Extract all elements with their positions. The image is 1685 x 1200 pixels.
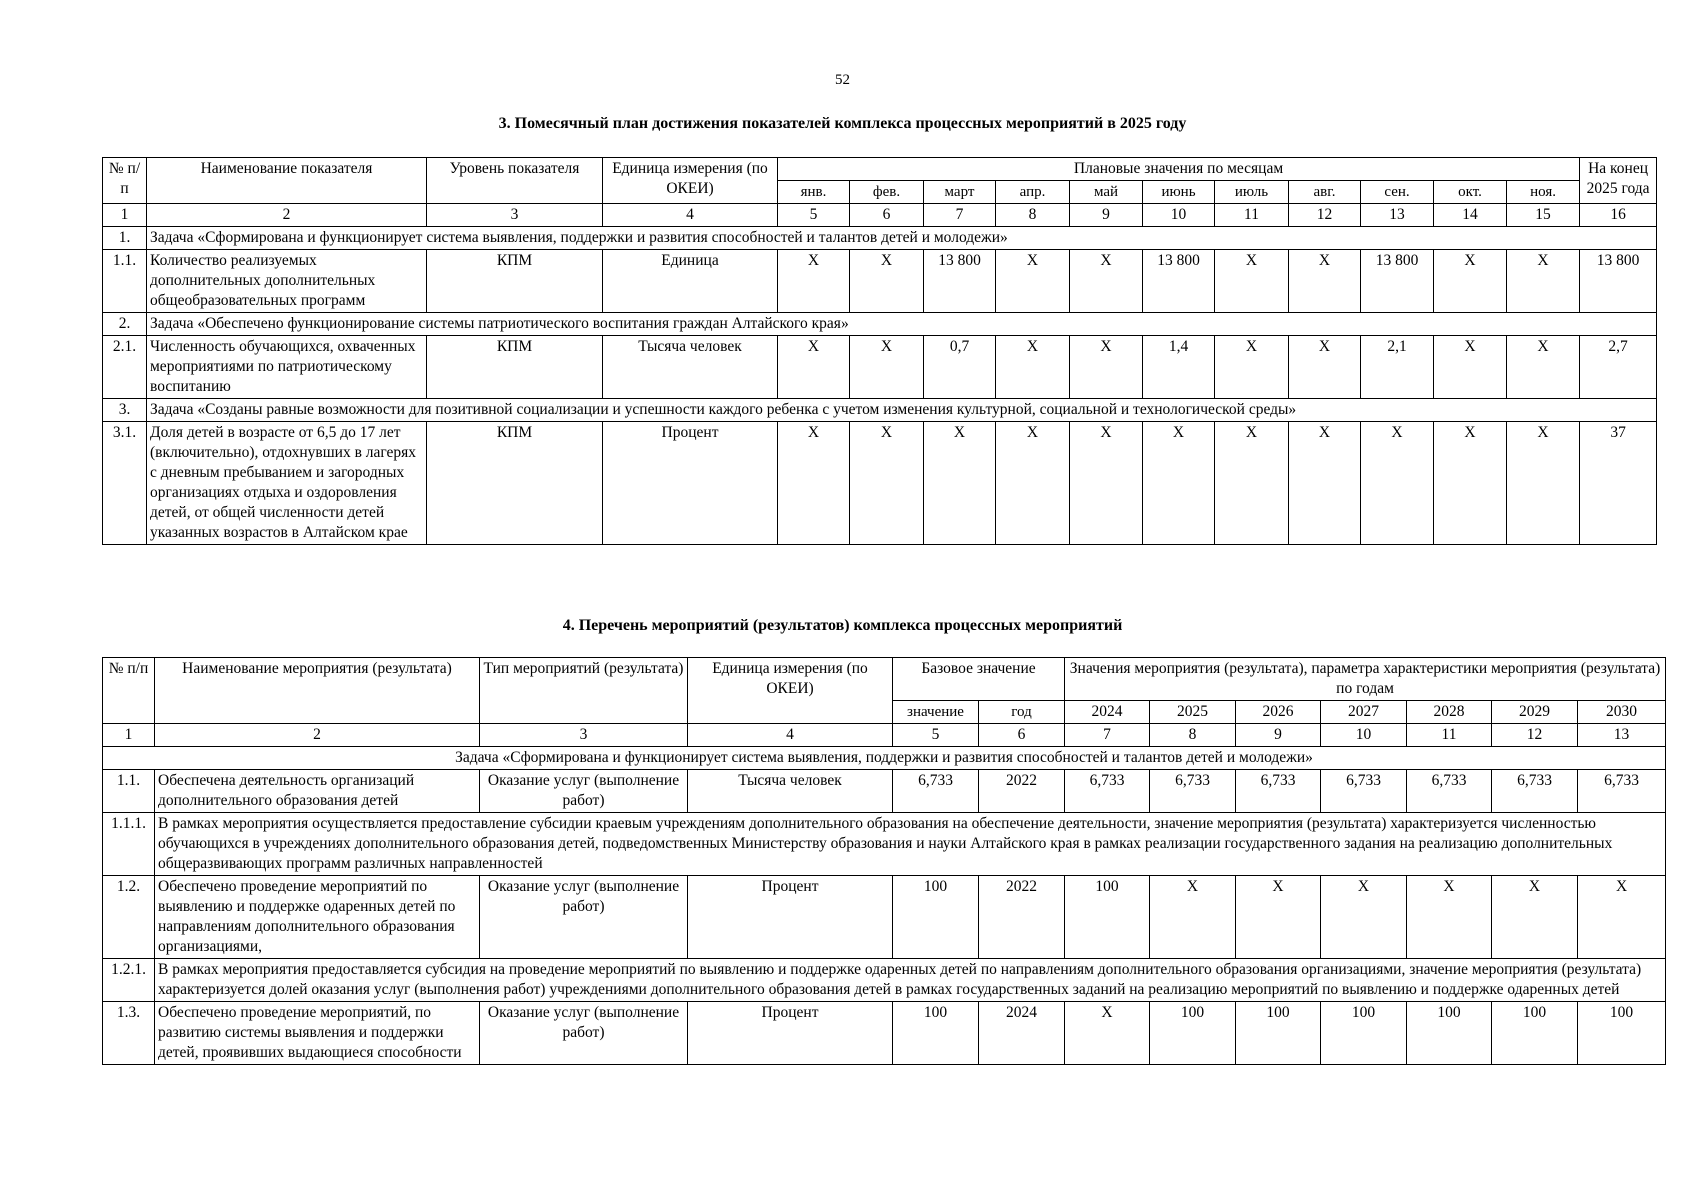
col-number: 5 — [778, 204, 850, 227]
month-header: март — [924, 181, 996, 204]
column-numbers-row — [103, 204, 1657, 227]
task-row — [103, 747, 1666, 770]
monthly-plan-table — [102, 157, 1657, 545]
month-value: Х — [1434, 250, 1507, 313]
month-value: Х — [1143, 422, 1215, 545]
month-header: авг. — [1289, 181, 1361, 204]
col-number: 11 — [1215, 204, 1289, 227]
description-row — [103, 813, 1666, 876]
year-end-value: 13 800 — [1580, 250, 1657, 313]
indicator-unit: Тысяча человек — [603, 336, 778, 399]
year-value: 6,733 — [1236, 770, 1321, 813]
col-number: 7 — [1065, 724, 1150, 747]
year-value: 100 — [1492, 1002, 1578, 1065]
col-number: 2 — [147, 204, 427, 227]
year-value: Х — [1150, 876, 1236, 959]
month-value: Х — [1289, 422, 1361, 545]
header-level: Уровень показателя — [427, 158, 603, 204]
year-value: Х — [1407, 876, 1492, 959]
month-header: июль — [1215, 181, 1289, 204]
task-row — [103, 399, 1657, 422]
year-end-value: 37 — [1580, 422, 1657, 545]
year-end-value: 2,7 — [1580, 336, 1657, 399]
year-value: 6,733 — [1065, 770, 1150, 813]
month-header: окт. — [1434, 181, 1507, 204]
activity-name: Обеспечена деятельность организаций дополнительного образования детей — [155, 770, 480, 813]
task-row — [103, 313, 1657, 336]
col-number: 5 — [893, 724, 979, 747]
indicator-number: 1.1. — [103, 250, 147, 313]
year-value: 6,733 — [1150, 770, 1236, 813]
header-unit: Единица измерения (по ОКЕИ) — [688, 658, 893, 724]
month-value: Х — [996, 336, 1070, 399]
task-number: 2. — [103, 313, 147, 336]
indicator-number: 2.1. — [103, 336, 147, 399]
month-header: янв. — [778, 181, 850, 204]
year-value: Х — [1236, 876, 1321, 959]
base-year: 2022 — [979, 770, 1065, 813]
base-value: 100 — [893, 876, 979, 959]
month-header: апр. — [996, 181, 1070, 204]
header-plan: Плановые значения по месяцам — [778, 158, 1580, 181]
month-value: 13 800 — [1361, 250, 1434, 313]
col-number: 3 — [427, 204, 603, 227]
col-number: 13 — [1361, 204, 1434, 227]
month-value: Х — [850, 336, 924, 399]
task-text: Задача «Сформирована и функционирует система выявления, поддержки и развития способностей и талантов детей и молодежи» — [147, 227, 1657, 250]
col-number: 7 — [924, 204, 996, 227]
col-number: 8 — [996, 204, 1070, 227]
month-header: фев. — [850, 181, 924, 204]
month-value: Х — [1215, 422, 1289, 545]
month-value: Х — [1070, 250, 1143, 313]
page-number: 52 — [835, 72, 850, 88]
month-value: 13 800 — [924, 250, 996, 313]
header-base: Базовое значение — [893, 658, 1065, 701]
base-year: 2024 — [979, 1002, 1065, 1065]
indicator-row — [103, 422, 1657, 545]
base-year: 2022 — [979, 876, 1065, 959]
year-value: 100 — [1578, 1002, 1666, 1065]
section-3-title: 3. Помесячный план достижения показателей комплекса процессных мероприятий в 2025 году — [498, 115, 1187, 132]
month-value: Х — [1215, 250, 1289, 313]
header-type: Тип мероприятий (результата) — [480, 658, 688, 724]
indicator-level: КПМ — [427, 250, 603, 313]
month-value: Х — [924, 422, 996, 545]
year-value: 6,733 — [1407, 770, 1492, 813]
year-value: Х — [1578, 876, 1666, 959]
activity-row — [103, 876, 1666, 959]
col-number: 3 — [480, 724, 688, 747]
col-number: 12 — [1492, 724, 1578, 747]
month-value: Х — [850, 250, 924, 313]
task-row — [103, 227, 1657, 250]
header-base-value: значение — [893, 701, 979, 724]
year-value: Х — [1321, 876, 1407, 959]
base-value: 100 — [893, 1002, 979, 1065]
col-number: 6 — [979, 724, 1065, 747]
year-header: 2029 — [1492, 701, 1578, 724]
activity-unit: Процент — [688, 876, 893, 959]
header-base-year: год — [979, 701, 1065, 724]
col-number: 14 — [1434, 204, 1507, 227]
activity-row — [103, 1002, 1666, 1065]
activity-type: Оказание услуг (выполнение работ) — [480, 876, 688, 959]
task-text: Задача «Сформирована и функционирует система выявления, поддержки и развития способностей и талантов детей и молодежи» — [103, 747, 1666, 770]
month-value: Х — [1434, 422, 1507, 545]
col-number: 13 — [1578, 724, 1666, 747]
month-value: Х — [1507, 422, 1580, 545]
indicator-level: КПМ — [427, 422, 603, 545]
description-text: В рамках мероприятия предоставляется субсидия на проведение мероприятий по выявлению и поддержке одаренных детей по направлениям дополнительного образования организациями, значение мероприятия (результата) характеризуется долей оказания услуг (выполнения работ) учреждениями дополнительного образования детей в рамках государственных заданий на реализацию мероприятий по выявлению и поддержке одаренных детей — [155, 959, 1666, 1002]
indicator-row — [103, 250, 1657, 313]
indicator-number: 3.1. — [103, 422, 147, 545]
col-number: 12 — [1289, 204, 1361, 227]
month-value: Х — [1507, 250, 1580, 313]
col-number: 8 — [1150, 724, 1236, 747]
year-value: 6,733 — [1321, 770, 1407, 813]
month-value: Х — [1361, 422, 1434, 545]
year-value: 100 — [1150, 1002, 1236, 1065]
task-text: Задача «Обеспечено функционирование системы патриотического воспитания граждан Алтайского края» — [147, 313, 1657, 336]
month-value: Х — [778, 250, 850, 313]
indicator-unit: Единица — [603, 250, 778, 313]
column-numbers-row — [103, 724, 1666, 747]
year-value: Х — [1065, 1002, 1150, 1065]
indicator-name: Численность обучающихся, охваченных мероприятиями по патриотическому воспитанию — [147, 336, 427, 399]
month-value: Х — [996, 422, 1070, 545]
col-number: 4 — [603, 204, 778, 227]
col-number: 9 — [1236, 724, 1321, 747]
month-value: Х — [1289, 336, 1361, 399]
month-value: Х — [1434, 336, 1507, 399]
task-number: 1. — [103, 227, 147, 250]
description-row — [103, 959, 1666, 1002]
description-number: 1.2.1. — [103, 959, 155, 1002]
indicator-unit: Процент — [603, 422, 778, 545]
header-num: № п/п — [103, 158, 147, 204]
activity-name: Обеспечено проведение мероприятий, по развитию системы выявления и поддержки детей, проявивших выдающиеся способности — [155, 1002, 480, 1065]
col-number: 1 — [103, 724, 155, 747]
base-value: 6,733 — [893, 770, 979, 813]
col-number: 6 — [850, 204, 924, 227]
header-unit: Единица измерения (по ОКЕИ) — [603, 158, 778, 204]
month-header: ноя. — [1507, 181, 1580, 204]
task-number: 3. — [103, 399, 147, 422]
year-header: 2030 — [1578, 701, 1666, 724]
month-value: Х — [1215, 336, 1289, 399]
activity-name: Обеспечено проведение мероприятий по выявлению и поддержке одаренных детей по направлениям дополнительного образования организациями, — [155, 876, 480, 959]
month-value: Х — [778, 336, 850, 399]
year-value: 100 — [1407, 1002, 1492, 1065]
month-value: 2,1 — [1361, 336, 1434, 399]
month-header: сен. — [1361, 181, 1434, 204]
month-value: Х — [778, 422, 850, 545]
col-number: 11 — [1407, 724, 1492, 747]
task-text: Задача «Созданы равные возможности для позитивной социализации и успешности каждого ребенка с учетом изменения культурной, социальной и технологической среды» — [147, 399, 1657, 422]
col-number: 16 — [1580, 204, 1657, 227]
description-text: В рамках мероприятия осуществляется предоставление субсидии краевым учреждениям дополнительного образования на обеспечение деятельности, значение мероприятия (результата) характеризуется численностью обучающихся в учреждениях дополнительного образования детей, подведомственных Министерству образования и науки Алтайского края в рамках реализации государственного задания на реализацию дополнительных общеразвивающих программ различных направленностей — [155, 813, 1666, 876]
col-number: 1 — [103, 204, 147, 227]
month-value: 0,7 — [924, 336, 996, 399]
col-number: 10 — [1143, 204, 1215, 227]
year-value: 100 — [1065, 876, 1150, 959]
month-value: Х — [1070, 336, 1143, 399]
header-num: № п/п — [103, 658, 155, 724]
header-name: Наименование мероприятия (результата) — [155, 658, 480, 724]
month-header: июнь — [1143, 181, 1215, 204]
header-name: Наименование показателя — [147, 158, 427, 204]
header-values: Значения мероприятия (результата), параметра характеристики мероприятия (результата) по годам — [1065, 658, 1666, 701]
description-number: 1.1.1. — [103, 813, 155, 876]
year-header: 2026 — [1236, 701, 1321, 724]
activity-type: Оказание услуг (выполнение работ) — [480, 770, 688, 813]
col-number: 10 — [1321, 724, 1407, 747]
indicator-row — [103, 336, 1657, 399]
month-value: 13 800 — [1143, 250, 1215, 313]
year-value: 100 — [1321, 1002, 1407, 1065]
year-header: 2028 — [1407, 701, 1492, 724]
activity-number: 1.2. — [103, 876, 155, 959]
month-header: май — [1070, 181, 1143, 204]
activity-number: 1.1. — [103, 770, 155, 813]
month-value: 1,4 — [1143, 336, 1215, 399]
header-row — [103, 158, 1657, 181]
section-4-title: 4. Перечень мероприятий (результатов) комплекса процессных мероприятий — [562, 617, 1123, 634]
activities-table — [102, 657, 1666, 1065]
year-value: 100 — [1236, 1002, 1321, 1065]
year-value: 6,733 — [1492, 770, 1578, 813]
year-header: 2027 — [1321, 701, 1407, 724]
month-value: Х — [996, 250, 1070, 313]
month-value: Х — [850, 422, 924, 545]
year-header: 2024 — [1065, 701, 1150, 724]
col-number: 2 — [155, 724, 480, 747]
activity-number: 1.3. — [103, 1002, 155, 1065]
month-value: Х — [1507, 336, 1580, 399]
col-number: 4 — [688, 724, 893, 747]
month-value: Х — [1289, 250, 1361, 313]
col-number: 15 — [1507, 204, 1580, 227]
indicator-level: КПМ — [427, 336, 603, 399]
indicator-name: Доля детей в возрасте от 6,5 до 17 лет (включительно), отдохнувших в лагерях с дневным пребыванием и загородных организациях отдыха и оздоровления детей, от общей численности детей указанных возрастов в Алтайском крае — [147, 422, 427, 545]
activity-type: Оказание услуг (выполнение работ) — [480, 1002, 688, 1065]
col-number: 9 — [1070, 204, 1143, 227]
activity-row — [103, 770, 1666, 813]
month-value: Х — [1070, 422, 1143, 545]
header-row — [103, 658, 1666, 701]
activity-unit: Тысяча человек — [688, 770, 893, 813]
indicator-name: Количество реализуемых дополнительных дополнительных общеобразовательных программ — [147, 250, 427, 313]
header-end: На конец 2025 года — [1580, 158, 1657, 204]
year-value: 6,733 — [1578, 770, 1666, 813]
year-header: 2025 — [1150, 701, 1236, 724]
activity-unit: Процент — [688, 1002, 893, 1065]
year-value: Х — [1492, 876, 1578, 959]
